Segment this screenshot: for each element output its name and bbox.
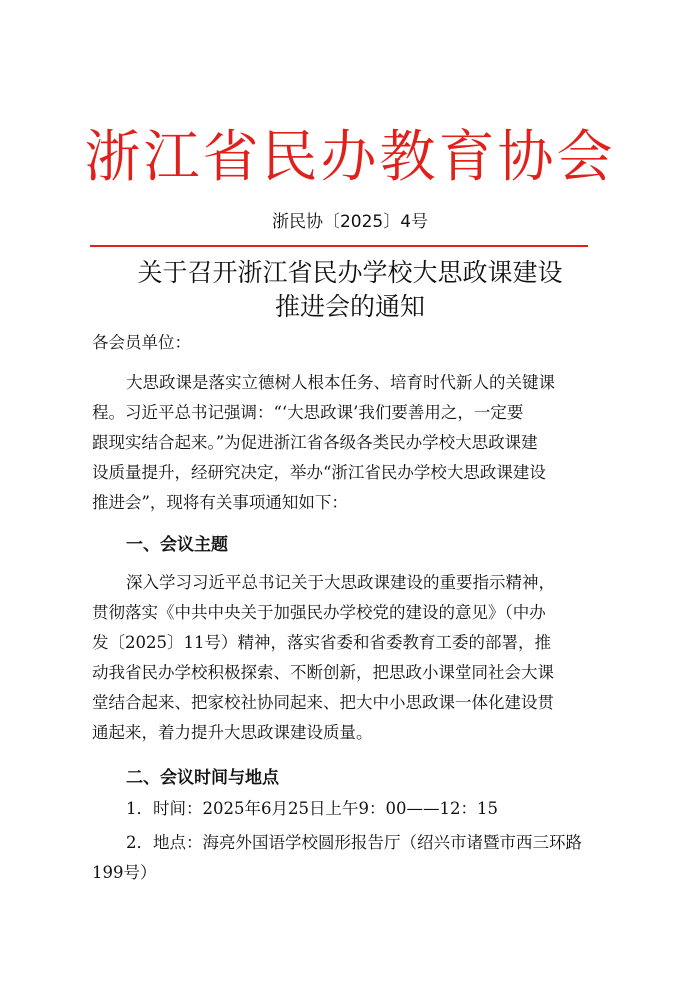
- notice-title-line-2: 推进会的通知: [274, 292, 425, 321]
- meeting-location-line: 199号）: [92, 863, 157, 882]
- intro-paragraph: [92, 368, 612, 518]
- intro-line: 程。习近平总书记强调：“‘大思政课’我们要善用之，一定要: [92, 403, 524, 422]
- intro-line: 大思政课是落实立德树人根本任务、培育时代新人的关键课: [126, 373, 555, 392]
- section-1-paragraph: [92, 568, 612, 748]
- intro-line: 跟现实结合起来。”为促进浙江省各级各类民办学校大思政课建: [92, 433, 538, 452]
- intro-line: 推进会”，现将有关事项通知如下：: [92, 493, 348, 512]
- section-1-line: 动我省民办学校积极探索、不断创新，把思政小课堂同社会大课: [92, 663, 554, 682]
- salutation: 各会员单位：: [92, 333, 191, 352]
- red-divider-line: [90, 245, 588, 247]
- section-1-line: 贯彻落实《中共中央关于加强民办学校党的建设的意见》（中办: [92, 603, 546, 622]
- section-2-heading: 二、会议时间与地点: [126, 768, 279, 788]
- meeting-time-text: 1．时间：2025年6月25日上午9：00——12：15: [126, 799, 498, 818]
- meeting-time: [92, 794, 612, 824]
- section-1-line: 通起来，着力提升大思政课建设质量。: [92, 723, 373, 742]
- meeting-location-line: 2．地点：海亮外国语学校圆形报告厅（绍兴市诸暨市西三环路: [126, 833, 582, 852]
- organization-letterhead: 浙江省民办教育协会: [84, 125, 616, 190]
- intro-line: 设质量提升，经研究决定，举办“浙江省民办学校大思政课建设: [92, 463, 546, 482]
- notice-title-line-1: 关于召开浙江省民办学校大思政课建设: [137, 258, 563, 287]
- document-number: 浙民协〔2025〕4号: [271, 212, 429, 232]
- section-1-line: 发〔2025〕11号）精神，落实省委和省委教育工委的部署，推: [92, 633, 551, 652]
- section-1-line: 深入学习习近平总书记关于大思政课建设的重要指示精神，: [126, 573, 555, 592]
- section-1-line: 堂结合起来、把家校社协同起来、把大中小思政课一体化建设贯: [92, 693, 554, 712]
- section-1-heading: 一、会议主题: [126, 535, 228, 555]
- meeting-location: [92, 828, 612, 888]
